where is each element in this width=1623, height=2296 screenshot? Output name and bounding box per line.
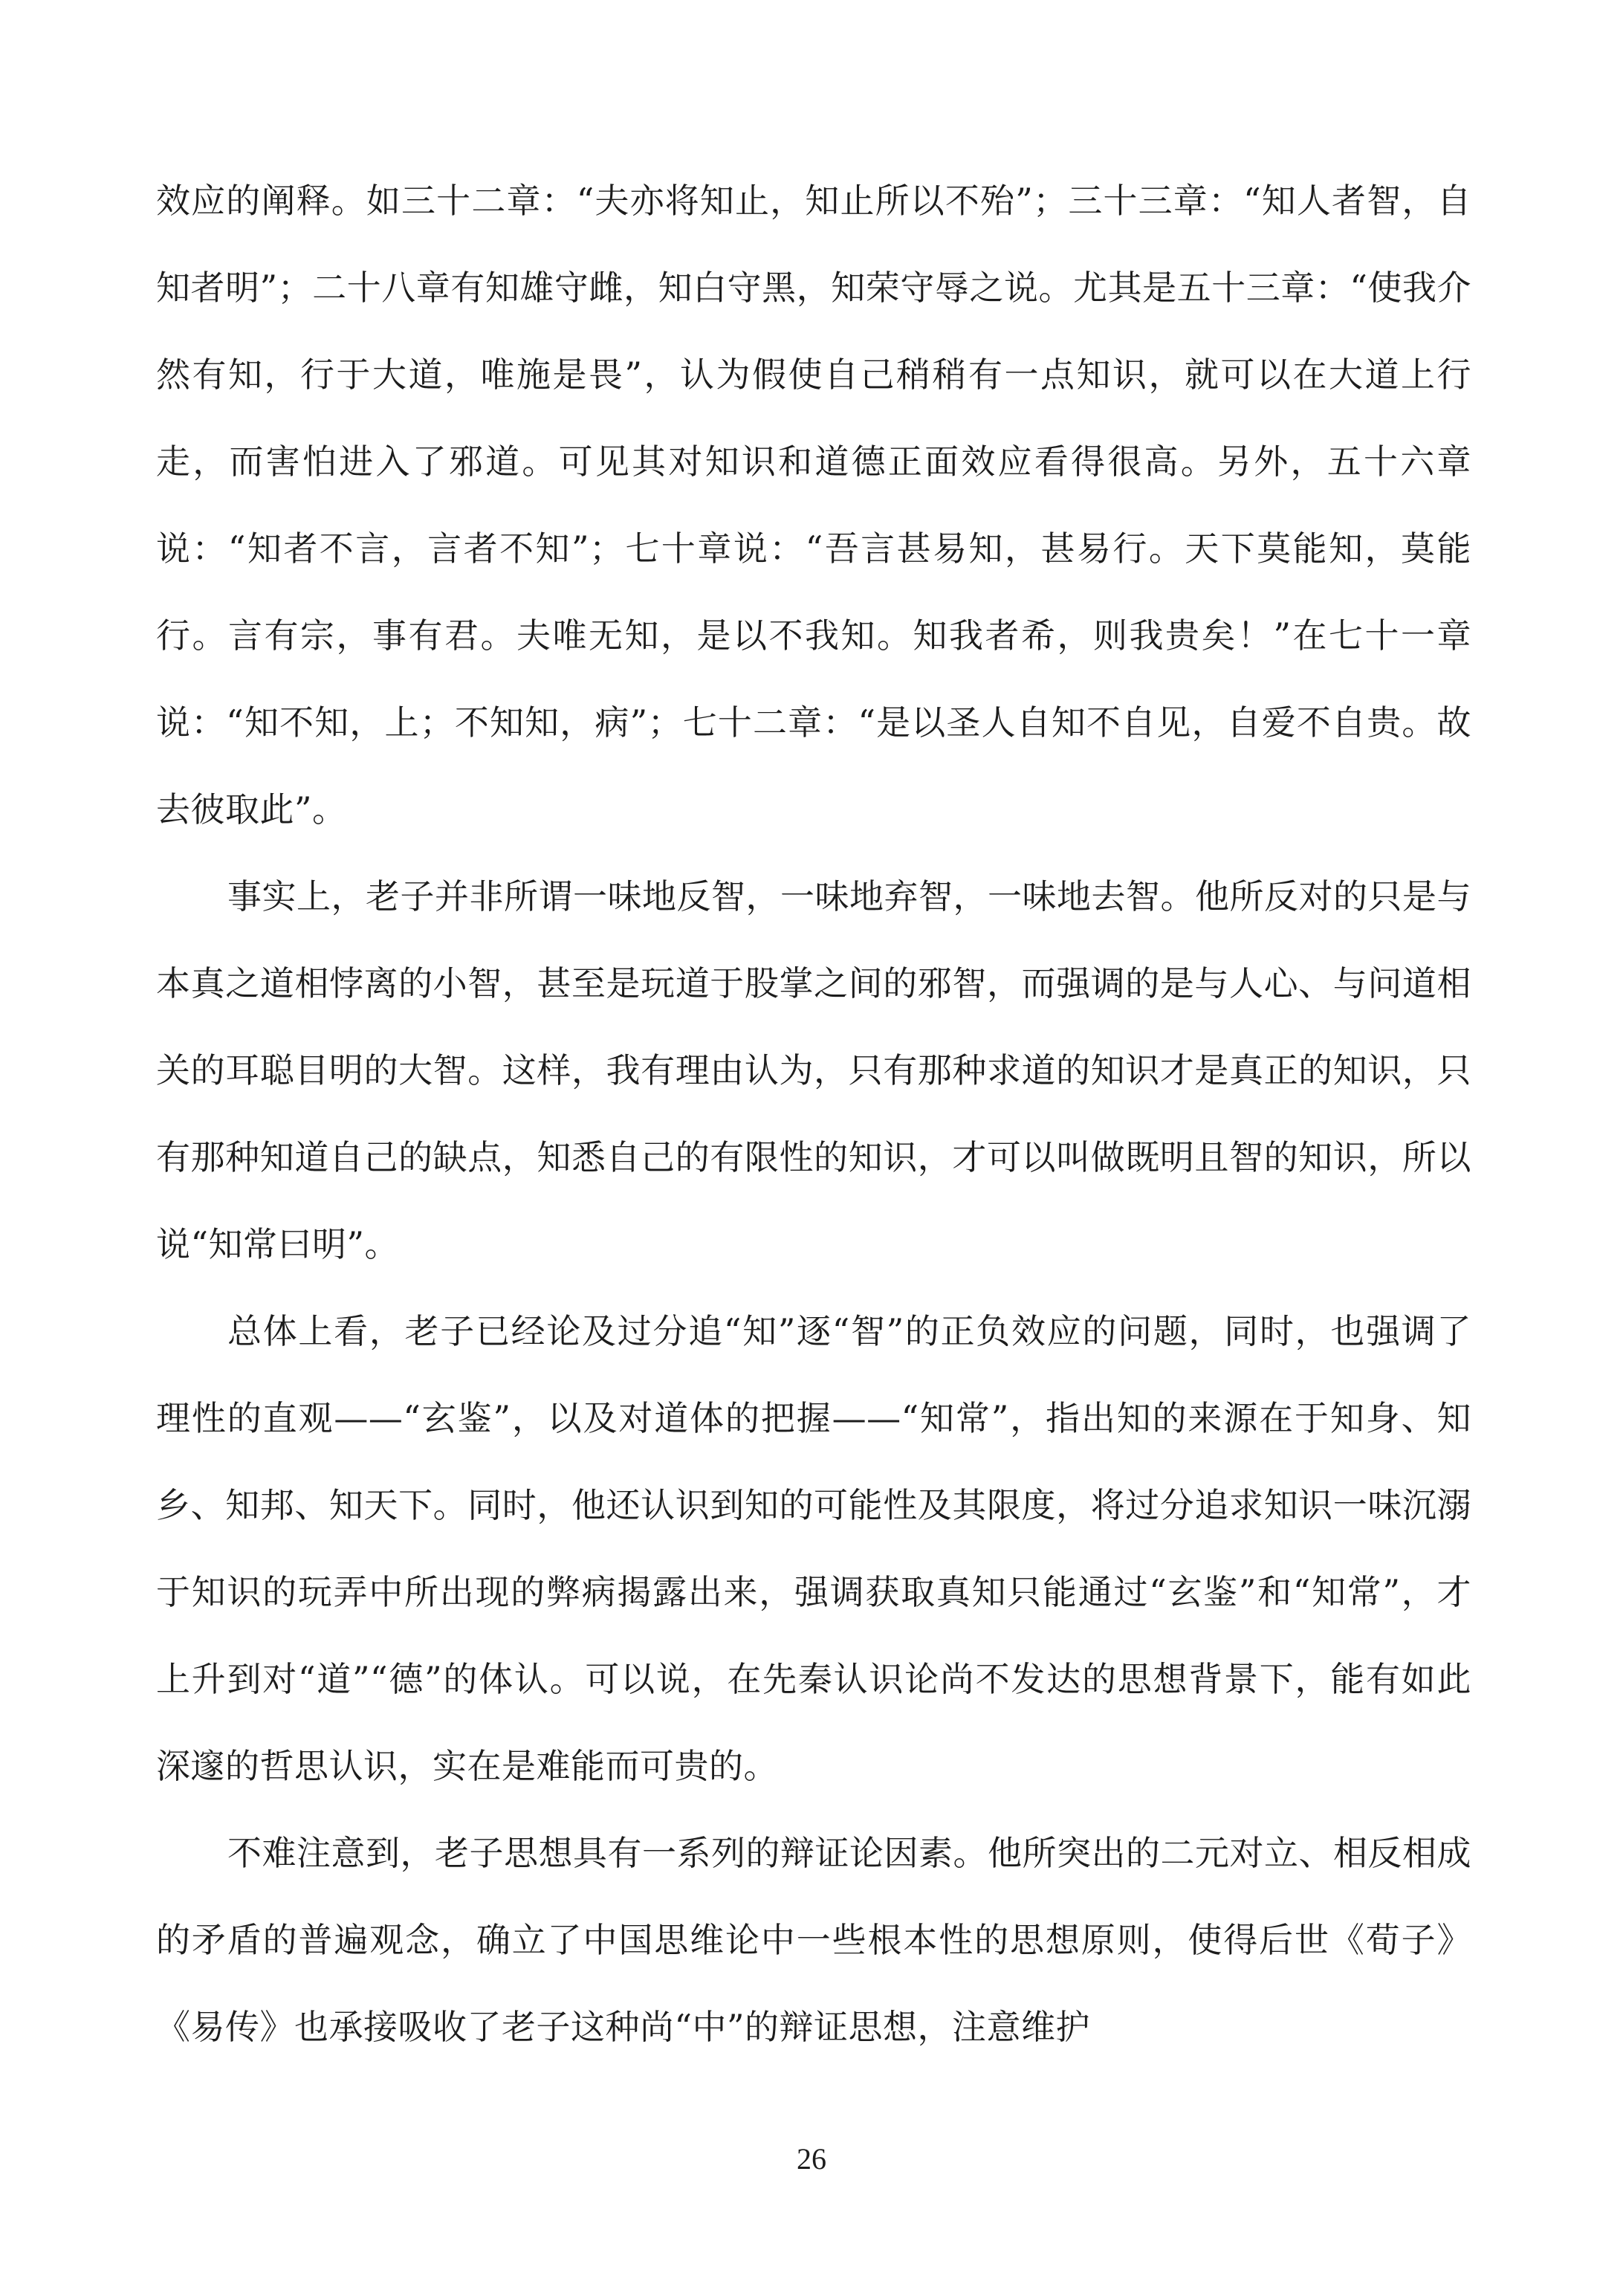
paragraph-3: 总体上看，老子已经论及过分追“知”逐“智”的正负效应的问题，同时，也强调了理性的直观——“玄鉴”，以及对道体的把握——“知常”，指出知的来源在于知身、知乡、知邦、知天下。同时，他还认识到知的可能性及其限度，将过分追求知识一味沉溺于知识的玩弄中所出现的弊病揭露出来，强调获取真知只能通过“玄鉴”和“知常”，才上升到对“道”“德”的体认。可以说，在先秦认识论尚不发达的思想背景下，能有如此深邃的哲思认识，实在是难能而可贵的。 — [156, 1311, 1471, 1786]
page-number: 26 — [797, 2142, 826, 2176]
body-text — [156, 158, 1471, 2071]
paragraph-4: 不难注意到，老子思想具有一系列的辩证论因素。他所突出的二元对立、相反相成的矛盾的普遍观念，确立了中国思维论中一些根本性的思想原则，使得后世《荀子》《易传》也承接吸收了老子这种尚“中”的辩证思想，注意维护 — [156, 1833, 1471, 2047]
paragraph-1: 效应的阐释。如三十二章：“夫亦将知止，知止所以不殆”；三十三章：“知人者智，自知者明”；二十八章有知雄守雌，知白守黑，知荣守辱之说。尤其是五十三章：“使我介然有知，行于大道，唯施是畏”，认为假使自己稍稍有一点知识，就可以在大道上行走，而害怕进入了邪道。可见其对知识和道德正面效应看得很高。另外，五十六章说：“知者不言，言者不知”；七十章说：“吾言甚易知，甚易行。天下莫能知，莫能行。言有宗，事有君。夫唯无知，是以不我知。知我者希，则我贵矣！”在七十一章说：“知不知，上；不知知，病”；七十二章：“是以圣人自知不自见，自爱不自贵。故去彼取此”。 — [156, 181, 1471, 830]
paragraph-2: 事实上，老子并非所谓一味地反智，一味地弃智，一味地去智。他所反对的只是与本真之道相悖离的小智，甚至是玩道于股掌之间的邪智，而强调的是与人心、与问道相关的耳聪目明的大智。这样，我有理由认为，只有那种求道的知识才是真正的知识，只有那种知道自己的缺点，知悉自己的有限性的知识，才可以叫做既明且智的知识，所以说“知常曰明”。 — [156, 876, 1471, 1264]
